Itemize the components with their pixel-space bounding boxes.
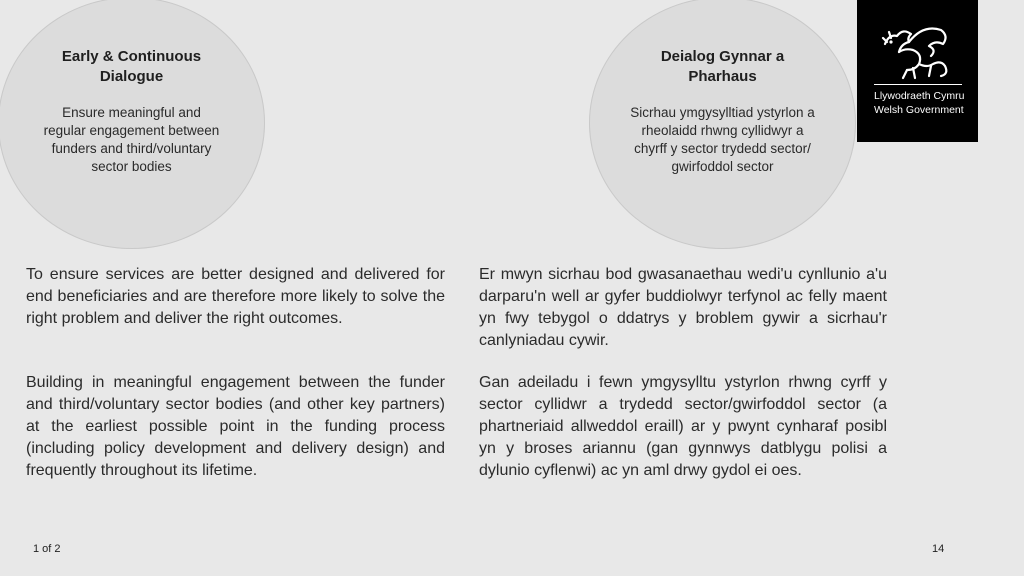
english-paragraph-2: Building in meaningful engagement between the funder and third/voluntary sector bodies (and other key partners) at the earliest possible point in the funding process (including policy development and delivery design) and frequently throughout its lifetime. [26, 374, 445, 479]
welsh-paragraph-2: Gan adeiladu i fewn ymgysylltu ystyrlon rhwng cyrff y sector cyllidwr a trydedd sector/gwirfoddol sector (a phartneriaid allweddol eraill) ar y pwynt cynharaf posibl yn y broses ariannu (gan gynnwys datblygu polisi a dylunio cyflenwi) ac yn aml drwy gydol ei oes. [479, 374, 887, 479]
welsh-circle-title: Deialog Gynnar a Pharhaus [660, 48, 785, 85]
logo-divider [874, 84, 962, 85]
welsh-paragraph-1: Er mwyn sicrhau bod gwasanaethau wedi'u cynllunio a'u darparu'n well ar gyfer buddiolwyr terfynol ac felly maent yn fwy tebygol o ddatrys y broblem gywir a sicrhau'r canlyniadau cywir. [479, 266, 887, 349]
logo-text-welsh: Llywodraeth Cymru [874, 90, 965, 102]
english-summary-circle [0, 0, 265, 249]
slide-number: 14 [932, 543, 945, 555]
english-circle-body: Ensure meaningful and regular engagement between funders and third/voluntary sector bodies [43, 105, 220, 174]
welsh-government-logo [857, 0, 978, 142]
welsh-dragon-icon [879, 24, 955, 82]
page-indicator: 1 of 2 [33, 543, 61, 555]
welsh-summary-circle [589, 0, 856, 249]
english-circle-title: Early & Continuous Dialogue [61, 48, 202, 85]
welsh-circle-body: Sicrhau ymgysylltiad ystyrlon a rheolaidd rhwng cyllidwyr a chyrff y sector trydedd sector/ gwirfoddol sector [630, 105, 815, 174]
english-paragraph-1: To ensure services are better designed and delivered for end beneficiaries and are therefore more likely to solve the right problem and deliver the right outcomes. [26, 266, 445, 327]
logo-text-english: Welsh Government [874, 104, 964, 116]
